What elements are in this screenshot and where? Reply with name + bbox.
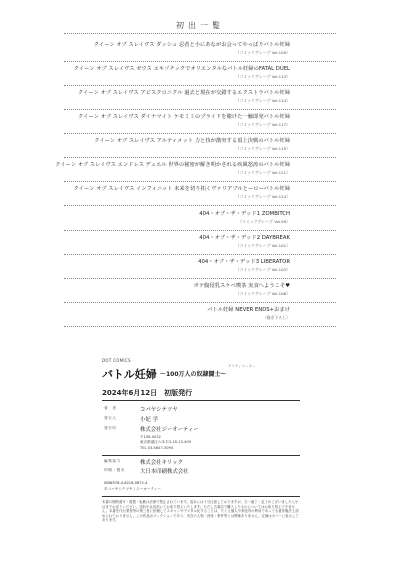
publisher-person-value: 小妃 学 bbox=[140, 417, 158, 423]
editorial-label: 編集協力 bbox=[104, 459, 121, 463]
list-item bbox=[74, 186, 290, 199]
entry-title: クイーン オブ スレイヴス ダッシュ 忍者と小にあながお会ってやっぱりバトル妊婦 bbox=[93, 42, 290, 48]
postal-code: 〒106-0032 bbox=[140, 435, 161, 439]
entry-divider bbox=[64, 230, 336, 231]
list-item bbox=[94, 42, 290, 55]
editorial-value: 株式会社キリック bbox=[140, 460, 183, 466]
printer-row bbox=[104, 468, 300, 476]
entry-source: （コミックグレーブ Vol.106） bbox=[235, 291, 290, 296]
entry-source: （コミックグレーブ Vol.114） bbox=[235, 98, 290, 103]
entry-source: （描き下ろし） bbox=[262, 315, 290, 320]
publisher-address: 東京都港区六本木3-16-13-409 bbox=[140, 440, 191, 444]
entry-title: クイーン オブ スレイヴス アビスクロニクル 過去と現在が交錯するエクストラバトル妊婦 bbox=[77, 90, 290, 96]
entry-title: クイーン オブ スレイヴス エンドレス デュエル 世界の秘密が解き明かされる疾風怒涛のバトル妊婦 bbox=[55, 162, 290, 168]
entry-source: （コミックグレーブ Vol.101） bbox=[235, 243, 290, 248]
entry-source: （コミックグレーブ Vol.124） bbox=[235, 194, 290, 199]
entry-title: 404・オブ・ザ・デッド2 DAYBREAK bbox=[199, 235, 290, 241]
entry-divider bbox=[64, 109, 336, 110]
list-item bbox=[78, 90, 290, 103]
legal-notice-text: 本書の無断複写・複製・転載は法律で禁止されています。造本には十分注意しておりますが、万一落丁・乱丁がございましたら小社までお送りください。送料小社負担にてお取り替えいたします。ただし古書店で購入したものについてはお取り替えできません。本書を代行業者等の第三者に依頼してスキャンやデジタル化することは、たとえ個人や家庭内の利用であっても著作権法上認められておりません。この作品はフィクションであり、実在の人物・団体・事件等とは関係ありません。定価はカバーに表示してあります。 bbox=[102, 500, 299, 523]
page-heading: 初出一覧 bbox=[176, 21, 224, 30]
list-item bbox=[94, 138, 290, 151]
list-item bbox=[74, 66, 290, 79]
colophon-top-rule bbox=[102, 400, 300, 401]
author-row bbox=[104, 406, 300, 414]
editorial-row bbox=[104, 459, 300, 467]
entry-title: バトル妊婦 NEVER ENDS+おまけ bbox=[207, 307, 290, 313]
book-subtitle: 〜100万人の奴隷闘士〜 bbox=[160, 371, 227, 378]
list-item bbox=[55, 162, 290, 175]
list-item bbox=[207, 307, 290, 320]
entry-divider bbox=[64, 181, 336, 182]
printer-label: 印刷・製本 bbox=[104, 468, 125, 472]
colophon-bottom-rule bbox=[102, 496, 300, 497]
entry-source: （コミックグレーブ Vol.109） bbox=[235, 50, 290, 55]
book-title: バトル妊婦 bbox=[102, 368, 157, 381]
entry-divider bbox=[64, 85, 336, 86]
copyright: ©コバヤシテツヤ / ジーオーティー bbox=[104, 487, 161, 491]
entry-source: （コミックグレーブ Vol.103） bbox=[235, 267, 290, 272]
colophon-middle-rule bbox=[102, 455, 300, 456]
legal-notice bbox=[102, 500, 300, 523]
entry-divider bbox=[64, 254, 336, 255]
entry-title: クイーン オブ スレイヴス アルティメット 力と技が激突する頂上決戦のバトル妊婦 bbox=[94, 138, 290, 144]
entry-source: （コミックグレーブ Vol.117） bbox=[235, 122, 290, 127]
entry-source: （コミックグレーブ Vol.113） bbox=[235, 74, 290, 79]
entry-divider bbox=[64, 205, 336, 206]
entry-divider bbox=[64, 278, 336, 279]
entry-title: 404・オブ・ザ・デッド1 ZOMBITCH bbox=[199, 211, 290, 217]
publisher-person-label: 発行人 bbox=[104, 416, 117, 420]
list-item bbox=[194, 283, 290, 296]
list-item bbox=[198, 259, 290, 272]
author-label: 著 者 bbox=[104, 406, 117, 410]
entry-divider bbox=[64, 133, 336, 134]
entry-title: クイーン オブ スレイヴス ダイナマイト ケモミミのプライドを賭けた一触即発バトル妊婦 bbox=[78, 114, 290, 120]
entry-source: （コミックグレーブ Vol.121） bbox=[235, 170, 290, 175]
entry-title: ボテ腹侵乳スケベ喫茶 実食へようこそ♥ bbox=[193, 283, 290, 289]
entry-divider bbox=[64, 157, 336, 158]
subtitle-ruby: グラディエーター bbox=[228, 364, 256, 368]
entry-divider bbox=[64, 61, 336, 62]
heading-rule bbox=[64, 33, 336, 34]
entry-title: クイーン オブ スレイヴス インフィニット 未来を切り拓くヴァリアブルとーローバトル妊婦 bbox=[73, 186, 290, 192]
entry-divider bbox=[64, 302, 336, 303]
publication-date: 2024年6月12日 初版発行 bbox=[102, 389, 193, 397]
list-item bbox=[78, 114, 290, 127]
author-value: コバヤシテツヤ bbox=[140, 407, 178, 413]
publisher-phone: TEL 03-5847-3094 bbox=[140, 446, 174, 450]
publisher-row bbox=[104, 426, 300, 434]
series-label: DOT COMICS bbox=[102, 358, 131, 363]
publisher-value: 株式会社ジーオーティー bbox=[140, 427, 199, 433]
publisher-label: 発行所 bbox=[104, 426, 117, 430]
list-item bbox=[199, 211, 290, 224]
entry-divider bbox=[64, 326, 336, 327]
list-item bbox=[199, 235, 290, 248]
entry-source: （コミックグレーブ Vol.119） bbox=[235, 146, 290, 151]
entry-source: （コミックグレーブ Vol.99） bbox=[238, 219, 290, 224]
isbn: ISBN978-4-8216-0872-4 bbox=[104, 481, 148, 485]
printer-value: 大日本印刷株式会社 bbox=[140, 469, 189, 475]
entry-title: クイーン オブ スレイヴス ゼウス エキゾチックでオリエンタルなバトル妊婦のFATAL DUEL bbox=[73, 66, 290, 72]
publisher-person-row bbox=[104, 416, 300, 424]
entry-title: 404・オブ・ザ・デッド3 LIBERATOR bbox=[198, 259, 290, 265]
